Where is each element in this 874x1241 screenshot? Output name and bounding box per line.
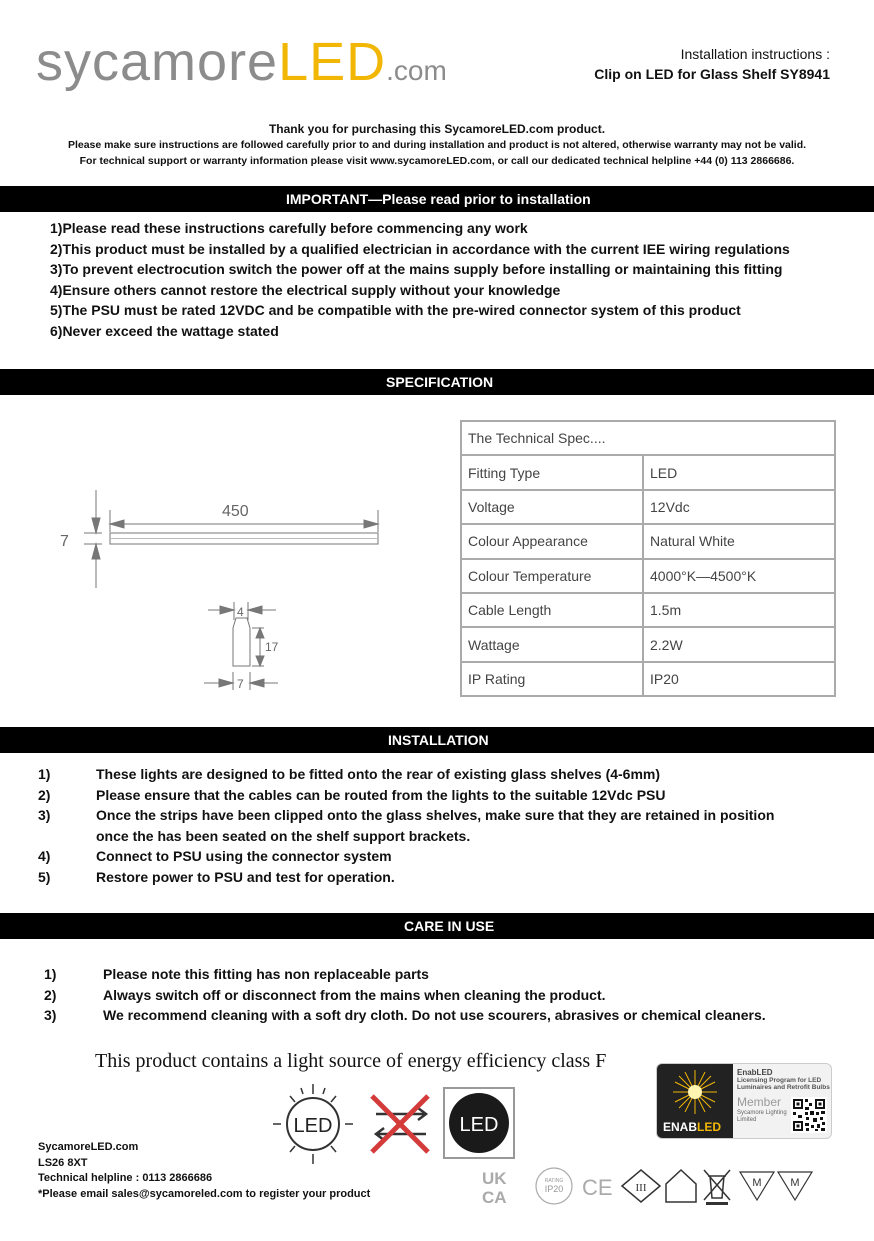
care-heading: CARE IN USE <box>404 918 495 934</box>
spec-label: Voltage <box>461 490 643 524</box>
list-number: 5) <box>38 868 51 885</box>
wordmark-part: ENAB <box>663 1120 698 1134</box>
spec-value: Natural White <box>643 524 835 558</box>
dimension-drawing <box>50 480 410 700</box>
m-mark-icon <box>778 1172 812 1200</box>
list-item: 5)The PSU must be rated 12VDC and be compatible with the pre-wired connector system of this product <box>50 302 741 318</box>
ukca-mark-icon <box>482 1169 507 1206</box>
logo-word-re: re <box>228 32 279 92</box>
logo-word-led: LED <box>278 32 387 92</box>
logo-word-com: .com <box>386 55 447 86</box>
footer-contact <box>38 1140 370 1202</box>
footer-line: LS26 8XT <box>38 1156 88 1169</box>
intro-line-2: Please make sure instructions are followed carefully prior to and during installation and product is not altered, otherwise warranty may not be valid. <box>67 139 807 151</box>
spec-label: Wattage <box>461 627 643 661</box>
rating-value: IP20 <box>544 1184 564 1194</box>
list-item: 4)Ensure others cannot restore the electrical supply without your knowledge <box>50 281 561 298</box>
indoor-use-icon <box>666 1170 696 1202</box>
list-item: 3)To prevent electrocution switch the power off at the mains supply before installing or maintaining this fitting <box>50 261 783 277</box>
enabled-member: Member <box>737 1095 782 1109</box>
important-heading-bar <box>0 186 874 212</box>
list-number <box>38 826 96 847</box>
list-text: once the has been seated on the shelf support brackets. <box>96 827 471 844</box>
footer-line: Technical helpline : 0113 2866686 <box>38 1172 213 1184</box>
spec-value: LED <box>643 455 835 489</box>
ce-text: CE <box>582 1175 613 1200</box>
m-mark-icon <box>740 1172 774 1200</box>
important-list <box>50 218 790 341</box>
list-item: 6)Never exceed the wattage stated <box>50 322 279 339</box>
dim-height: 7 <box>60 533 69 550</box>
m-mark-text: M <box>752 1177 762 1189</box>
list-number: 2) <box>38 786 51 803</box>
ukca-top: UK <box>482 1169 507 1188</box>
dim-profile-width: 4 <box>237 605 244 619</box>
enabled-wordmark <box>663 1120 721 1134</box>
list-item <box>38 764 774 785</box>
list-number: 2) <box>44 986 57 1003</box>
table-row <box>461 421 835 455</box>
wordmark-led: LED <box>697 1120 722 1134</box>
list-text: Once the strips have been clipped onto the glass shelves, make sure that they are retained in position <box>96 807 775 824</box>
no-dimmer-icon <box>372 1096 428 1152</box>
list-text: Connect to PSU using the connector system <box>96 848 392 865</box>
spec-value: 12Vdc <box>643 490 835 524</box>
dim-profile-height: 17 <box>265 640 279 654</box>
spec-label: IP Rating <box>461 662 643 696</box>
list-item <box>44 985 766 1006</box>
weee-bin-icon <box>704 1170 730 1205</box>
specification-heading: SPECIFICATION <box>386 374 494 390</box>
spec-value: 2.2W <box>643 627 835 661</box>
class-three-text: III <box>635 1182 647 1194</box>
installation-heading-bar <box>0 727 874 753</box>
list-item: 1)Please read these instructions carefully before commencing any work <box>50 220 528 236</box>
list-text: These lights are designed to be fitted onto the rear of existing glass shelves (4-6mm) <box>96 766 661 782</box>
table-row <box>461 524 835 558</box>
list-item: 2)This product must be installed by a qualified electrician in accordance with the current IEE wiring regulations <box>50 240 790 257</box>
list-number: 4) <box>38 848 51 865</box>
list-item <box>38 785 774 806</box>
care-heading-bar <box>0 913 874 939</box>
sunburst-icon <box>657 1064 733 1120</box>
list-number: 1) <box>38 766 51 782</box>
list-number: 3) <box>44 1007 57 1024</box>
led-dark-icon <box>444 1088 514 1158</box>
spec-value: 4000°K—4500°K <box>643 559 835 593</box>
enabled-company: Sycamore Lighting Limited <box>737 1110 787 1123</box>
list-text: Please note this fitting has non replaceable parts <box>103 966 429 982</box>
table-row <box>461 627 835 661</box>
title-line-1: Installation instructions : <box>680 46 830 62</box>
logo-sun-o: o <box>197 32 229 92</box>
list-text: Always switch off or disconnect from the mains when cleaning the product. <box>103 986 606 1003</box>
class-three-icon <box>622 1170 660 1202</box>
specification-heading-bar <box>0 369 874 395</box>
ce-mark-icon <box>582 1175 613 1200</box>
spec-label: Cable Length <box>461 593 643 627</box>
footer-line: *Please email sales@sycamoreled.com to register your product <box>38 1187 371 1200</box>
list-item <box>38 846 774 867</box>
document-title <box>594 44 830 84</box>
enabled-member-badge <box>656 1063 832 1139</box>
energy-class-statement: This product contains a light source of energy efficiency class F <box>95 1050 607 1072</box>
title-line-2: Clip on LED for Glass Shelf SY8941 <box>594 66 830 82</box>
table-row <box>461 455 835 489</box>
subtitle-line: Licensing Program for LED <box>737 1077 822 1084</box>
list-text: Please ensure that the cables can be routed from the lights to the suitable 12Vdc PSU <box>96 786 666 803</box>
subtitle-line: Luminaires and Retrofit Bulbs <box>737 1084 830 1091</box>
enabled-logo <box>657 1064 733 1139</box>
spec-label: Colour Appearance <box>461 524 643 558</box>
dim-profile-base: 7 <box>237 677 244 691</box>
spec-value: IP20 <box>643 662 835 696</box>
dim-length: 450 <box>222 503 249 520</box>
spec-table <box>460 420 836 697</box>
led-label: LED <box>293 1115 333 1137</box>
spec-value: 1.5m <box>643 593 835 627</box>
list-item <box>44 1005 766 1026</box>
list-number: 3) <box>38 807 51 824</box>
ip20-rating-icon <box>536 1168 572 1204</box>
ukca-bottom: CA <box>482 1188 507 1206</box>
care-list <box>44 964 766 1026</box>
spec-table-title: The Technical Spec.... <box>461 421 835 455</box>
list-item <box>38 805 774 826</box>
list-item <box>38 867 774 888</box>
m-mark-text: M <box>790 1177 800 1189</box>
installation-list <box>38 764 774 888</box>
table-row <box>461 662 835 696</box>
table-row <box>461 593 835 627</box>
list-item <box>44 964 766 985</box>
certification-marks <box>478 1166 818 1206</box>
spec-label: Fitting Type <box>461 455 643 489</box>
qr-code-icon <box>791 1097 827 1133</box>
spec-label: Colour Temperature <box>461 559 643 593</box>
list-text: Restore power to PSU and test for operation. <box>96 868 395 885</box>
logo-word-sycam: sycam <box>36 32 198 92</box>
intro-line-1: Thank you for purchasing this SycamoreLED.com product. <box>268 122 606 136</box>
installation-heading: INSTALLATION <box>388 732 489 748</box>
list-item <box>38 826 774 847</box>
rating-label: RATING <box>544 1178 564 1184</box>
table-row <box>461 559 835 593</box>
led-dark-label: LED <box>459 1114 499 1136</box>
list-number: 1) <box>44 966 57 982</box>
list-text: We recommend cleaning with a soft dry cloth. Do not use scourers, abrasives or chemical cleaners. <box>103 1007 766 1024</box>
sycamoreled-logo <box>36 28 466 98</box>
footer-line: SycamoreLED.com <box>38 1141 139 1153</box>
important-heading: IMPORTANT—Please read prior to installation <box>286 191 591 207</box>
enabled-title: EnabLED <box>737 1068 773 1077</box>
enabled-subtitle <box>737 1077 830 1091</box>
table-row <box>461 490 835 524</box>
intro-line-3: For technical support or warranty information please visit www.sycamoreLED.com, or call our dedicated technical helpline +44 (0) 113 2866686. <box>79 155 795 167</box>
